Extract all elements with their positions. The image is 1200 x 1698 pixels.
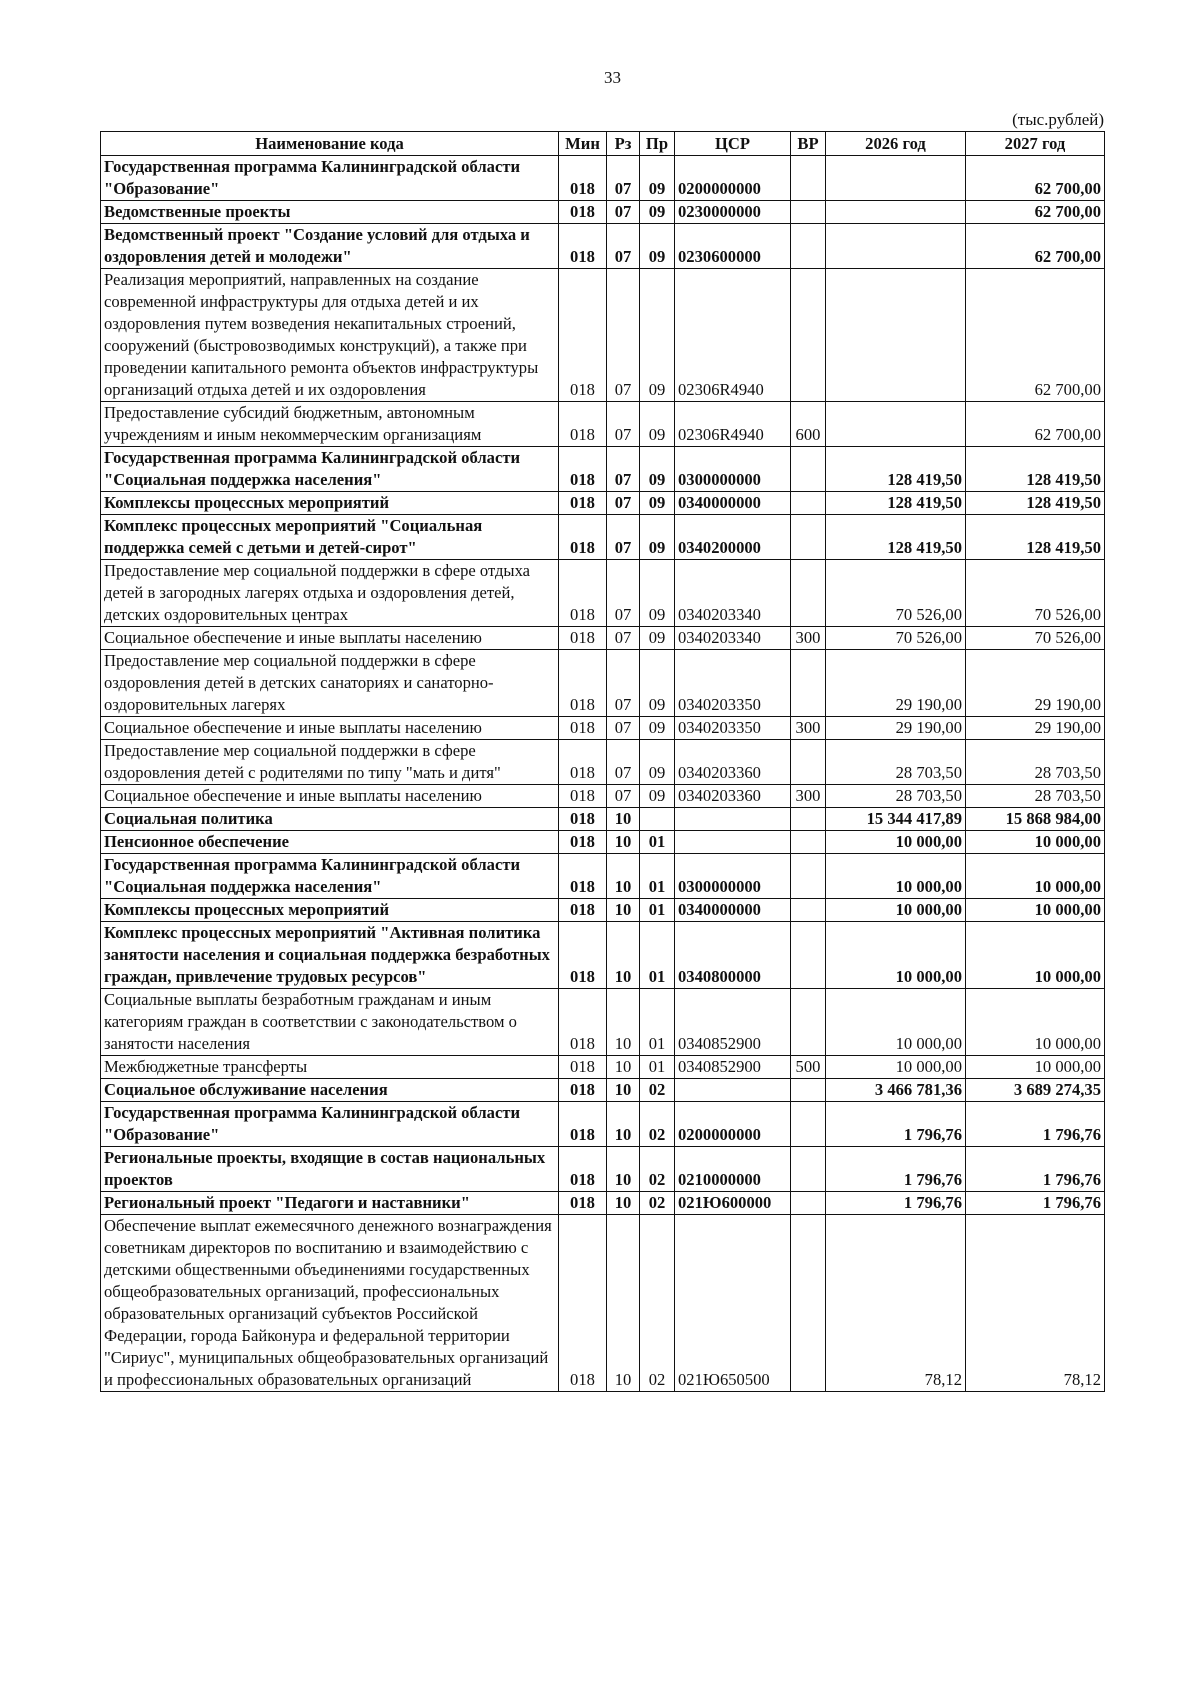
cell-min: 018 (559, 402, 607, 447)
table-row (101, 269, 1105, 402)
cell-pr: 09 (640, 785, 675, 808)
budget-table (100, 131, 1105, 1392)
cell-csr: 0340203360 (675, 785, 791, 808)
cell-2026: 29 190,00 (826, 650, 966, 717)
cell-csr: 0210000000 (675, 1147, 791, 1192)
table-row (101, 402, 1105, 447)
cell-name: Комплексы процессных мероприятий (101, 492, 559, 515)
cell-2027: 10 000,00 (966, 1056, 1105, 1079)
cell-vr: 300 (791, 627, 826, 650)
cell-pr: 09 (640, 402, 675, 447)
header-csr: ЦСР (675, 132, 791, 156)
cell-2026 (826, 269, 966, 402)
cell-name: Предоставление мер социальной поддержки в сфере оздоровления детей с родителями по типу "мать и дитя" (101, 740, 559, 785)
cell-2027: 10 000,00 (966, 899, 1105, 922)
table-row (101, 1079, 1105, 1102)
cell-min: 018 (559, 515, 607, 560)
cell-name: Ведомственный проект "Создание условий для отдыха и оздоровления детей и молодежи" (101, 224, 559, 269)
cell-pr: 01 (640, 831, 675, 854)
cell-2027: 62 700,00 (966, 201, 1105, 224)
cell-2026: 10 000,00 (826, 854, 966, 899)
cell-2026: 128 419,50 (826, 447, 966, 492)
cell-rz: 10 (607, 831, 640, 854)
cell-rz: 10 (607, 989, 640, 1056)
cell-rz: 10 (607, 808, 640, 831)
cell-vr: 500 (791, 1056, 826, 1079)
cell-csr: 0340200000 (675, 515, 791, 560)
header-min: Мин (559, 132, 607, 156)
cell-vr (791, 831, 826, 854)
cell-csr: 0200000000 (675, 156, 791, 201)
cell-pr: 09 (640, 740, 675, 785)
cell-vr (791, 224, 826, 269)
cell-2027: 78,12 (966, 1215, 1105, 1392)
table-row (101, 854, 1105, 899)
cell-vr (791, 515, 826, 560)
cell-vr (791, 922, 826, 989)
cell-2026: 10 000,00 (826, 899, 966, 922)
cell-csr: 0340203340 (675, 560, 791, 627)
cell-pr: 02 (640, 1079, 675, 1102)
cell-2026: 128 419,50 (826, 515, 966, 560)
cell-2026: 10 000,00 (826, 989, 966, 1056)
cell-rz: 07 (607, 740, 640, 785)
cell-rz: 07 (607, 402, 640, 447)
cell-rz: 07 (607, 627, 640, 650)
cell-pr: 09 (640, 269, 675, 402)
cell-2027: 10 000,00 (966, 922, 1105, 989)
cell-csr: 021Ю600000 (675, 1192, 791, 1215)
cell-csr: 0300000000 (675, 854, 791, 899)
table-row (101, 922, 1105, 989)
cell-name: Социальное обеспечение и иные выплаты населению (101, 717, 559, 740)
cell-min: 018 (559, 1147, 607, 1192)
cell-2027: 10 000,00 (966, 854, 1105, 899)
cell-min: 018 (559, 224, 607, 269)
cell-rz: 10 (607, 1192, 640, 1215)
cell-name: Ведомственные проекты (101, 201, 559, 224)
cell-pr: 09 (640, 717, 675, 740)
cell-2026: 1 796,76 (826, 1192, 966, 1215)
cell-2026 (826, 402, 966, 447)
cell-2027: 29 190,00 (966, 650, 1105, 717)
cell-min: 018 (559, 650, 607, 717)
cell-rz: 07 (607, 560, 640, 627)
cell-rz: 10 (607, 1215, 640, 1392)
cell-pr: 09 (640, 492, 675, 515)
cell-2027: 62 700,00 (966, 269, 1105, 402)
cell-2027: 28 703,50 (966, 785, 1105, 808)
cell-2027: 62 700,00 (966, 156, 1105, 201)
cell-csr: 0340203340 (675, 627, 791, 650)
cell-csr (675, 831, 791, 854)
cell-min: 018 (559, 717, 607, 740)
cell-2026: 10 000,00 (826, 1056, 966, 1079)
cell-csr: 02306R4940 (675, 402, 791, 447)
cell-min: 018 (559, 156, 607, 201)
cell-name: Предоставление субсидий бюджетным, автономным учреждениям и иным некоммерческим организациям (101, 402, 559, 447)
cell-2026: 70 526,00 (826, 560, 966, 627)
cell-min: 018 (559, 560, 607, 627)
cell-2026: 70 526,00 (826, 627, 966, 650)
cell-min: 018 (559, 627, 607, 650)
cell-rz: 07 (607, 224, 640, 269)
units-label: (тыс.рублей) (1012, 110, 1104, 129)
cell-2027: 10 000,00 (966, 831, 1105, 854)
cell-csr: 0340852900 (675, 989, 791, 1056)
cell-csr (675, 808, 791, 831)
cell-pr: 02 (640, 1192, 675, 1215)
cell-rz: 07 (607, 447, 640, 492)
table-row (101, 1215, 1105, 1392)
table-row (101, 515, 1105, 560)
cell-pr: 01 (640, 854, 675, 899)
cell-name: Социальное обеспечение и иные выплаты населению (101, 785, 559, 808)
cell-csr: 021Ю650500 (675, 1215, 791, 1392)
table-row (101, 1192, 1105, 1215)
cell-vr (791, 1079, 826, 1102)
cell-2027: 128 419,50 (966, 447, 1105, 492)
cell-name: Социальное обслуживание населения (101, 1079, 559, 1102)
cell-2026: 29 190,00 (826, 717, 966, 740)
cell-2027: 15 868 984,00 (966, 808, 1105, 831)
table-row (101, 627, 1105, 650)
cell-2027: 128 419,50 (966, 492, 1105, 515)
table-row (101, 899, 1105, 922)
cell-min: 018 (559, 831, 607, 854)
table-row (101, 1147, 1105, 1192)
cell-rz: 07 (607, 785, 640, 808)
cell-name: Социальные выплаты безработным гражданам и иным категориям граждан в соответствии с законодательством о занятости населения (101, 989, 559, 1056)
cell-min: 018 (559, 1079, 607, 1102)
table-row (101, 560, 1105, 627)
table-row (101, 156, 1105, 201)
header-rz: Рз (607, 132, 640, 156)
cell-2026: 15 344 417,89 (826, 808, 966, 831)
table-row (101, 1102, 1105, 1147)
cell-rz: 07 (607, 201, 640, 224)
cell-2027: 70 526,00 (966, 627, 1105, 650)
cell-rz: 07 (607, 515, 640, 560)
cell-name: Социальное обеспечение и иные выплаты населению (101, 627, 559, 650)
cell-min: 018 (559, 922, 607, 989)
table-header-row (101, 132, 1105, 156)
cell-csr: 0340000000 (675, 899, 791, 922)
cell-vr: 300 (791, 785, 826, 808)
table-row (101, 831, 1105, 854)
cell-vr (791, 854, 826, 899)
cell-csr: 0200000000 (675, 1102, 791, 1147)
header-2026: 2026 год (826, 132, 966, 156)
cell-min: 018 (559, 785, 607, 808)
cell-name: Государственная программа Калининградской области "Социальная поддержка населения" (101, 854, 559, 899)
cell-name: Межбюджетные трансферты (101, 1056, 559, 1079)
cell-pr: 09 (640, 201, 675, 224)
cell-vr (791, 989, 826, 1056)
cell-rz: 10 (607, 899, 640, 922)
cell-2026: 28 703,50 (826, 740, 966, 785)
cell-min: 018 (559, 269, 607, 402)
cell-pr: 09 (640, 560, 675, 627)
cell-2027: 3 689 274,35 (966, 1079, 1105, 1102)
header-pr: Пр (640, 132, 675, 156)
cell-min: 018 (559, 1215, 607, 1392)
cell-vr (791, 201, 826, 224)
cell-2026: 1 796,76 (826, 1147, 966, 1192)
table-row (101, 1056, 1105, 1079)
cell-csr: 0340852900 (675, 1056, 791, 1079)
cell-pr: 09 (640, 447, 675, 492)
cell-min: 018 (559, 1056, 607, 1079)
cell-rz: 10 (607, 1102, 640, 1147)
cell-vr: 300 (791, 717, 826, 740)
cell-name: Региональный проект "Педагоги и наставники" (101, 1192, 559, 1215)
cell-rz: 10 (607, 854, 640, 899)
cell-vr (791, 1102, 826, 1147)
cell-vr (791, 808, 826, 831)
cell-rz: 07 (607, 650, 640, 717)
cell-2026: 128 419,50 (826, 492, 966, 515)
cell-2026 (826, 156, 966, 201)
cell-2027: 128 419,50 (966, 515, 1105, 560)
cell-csr: 0340000000 (675, 492, 791, 515)
cell-2026: 78,12 (826, 1215, 966, 1392)
cell-pr: 02 (640, 1102, 675, 1147)
page-number: 33 (604, 68, 621, 87)
cell-2027: 29 190,00 (966, 717, 1105, 740)
cell-rz: 10 (607, 1056, 640, 1079)
cell-min: 018 (559, 808, 607, 831)
cell-name: Комплексы процессных мероприятий (101, 899, 559, 922)
cell-2027: 28 703,50 (966, 740, 1105, 785)
cell-name: Предоставление мер социальной поддержки в сфере отдыха детей в загородных лагерях отдыха и оздоровления детей, детских оздоровительных центрах (101, 560, 559, 627)
cell-min: 018 (559, 447, 607, 492)
table-row (101, 808, 1105, 831)
cell-min: 018 (559, 201, 607, 224)
cell-vr (791, 269, 826, 402)
cell-csr: 0230000000 (675, 201, 791, 224)
cell-vr (791, 899, 826, 922)
cell-name: Региональные проекты, входящие в состав национальных проектов (101, 1147, 559, 1192)
cell-vr (791, 492, 826, 515)
cell-rz: 10 (607, 922, 640, 989)
table-row (101, 650, 1105, 717)
cell-vr (791, 560, 826, 627)
cell-csr: 0340203350 (675, 717, 791, 740)
cell-2026: 1 796,76 (826, 1102, 966, 1147)
cell-2026: 28 703,50 (826, 785, 966, 808)
cell-csr: 0340203360 (675, 740, 791, 785)
cell-vr: 600 (791, 402, 826, 447)
table-row (101, 447, 1105, 492)
cell-name: Государственная программа Калининградской области "Образование" (101, 1102, 559, 1147)
cell-2027: 62 700,00 (966, 402, 1105, 447)
cell-vr (791, 650, 826, 717)
header-2027: 2027 год (966, 132, 1105, 156)
cell-rz: 07 (607, 717, 640, 740)
cell-pr: 01 (640, 899, 675, 922)
table-row (101, 989, 1105, 1056)
cell-min: 018 (559, 740, 607, 785)
cell-rz: 07 (607, 492, 640, 515)
cell-2026 (826, 201, 966, 224)
cell-vr (791, 447, 826, 492)
cell-min: 018 (559, 1102, 607, 1147)
cell-pr: 09 (640, 156, 675, 201)
cell-min: 018 (559, 1192, 607, 1215)
cell-2027: 62 700,00 (966, 224, 1105, 269)
cell-2026: 10 000,00 (826, 922, 966, 989)
cell-pr: 01 (640, 989, 675, 1056)
cell-vr (791, 156, 826, 201)
cell-pr: 01 (640, 922, 675, 989)
cell-pr: 09 (640, 515, 675, 560)
cell-csr (675, 1079, 791, 1102)
cell-name: Социальная политика (101, 808, 559, 831)
cell-pr: 09 (640, 627, 675, 650)
cell-name: Предоставление мер социальной поддержки в сфере оздоровления детей в детских санаториях и санаторно-оздоровительных лагерях (101, 650, 559, 717)
cell-2026: 10 000,00 (826, 831, 966, 854)
cell-name: Комплекс процессных мероприятий "Активная политика занятости населения и социальная поддержка безработных граждан, привлечение трудовых ресурсов" (101, 922, 559, 989)
cell-csr: 0340203350 (675, 650, 791, 717)
cell-vr (791, 1147, 826, 1192)
table-row (101, 785, 1105, 808)
cell-2027: 1 796,76 (966, 1102, 1105, 1147)
cell-2026 (826, 224, 966, 269)
table-body (101, 156, 1105, 1392)
cell-csr: 0300000000 (675, 447, 791, 492)
cell-vr (791, 1215, 826, 1392)
table-row (101, 740, 1105, 785)
header-vr: ВР (791, 132, 826, 156)
cell-name: Государственная программа Калининградской области "Образование" (101, 156, 559, 201)
cell-csr: 0340800000 (675, 922, 791, 989)
cell-pr (640, 808, 675, 831)
cell-2027: 1 796,76 (966, 1192, 1105, 1215)
cell-2027: 1 796,76 (966, 1147, 1105, 1192)
table-row (101, 224, 1105, 269)
cell-name: Пенсионное обеспечение (101, 831, 559, 854)
cell-pr: 09 (640, 650, 675, 717)
header-name: Наименование кода (101, 132, 559, 156)
cell-rz: 07 (607, 156, 640, 201)
cell-rz: 10 (607, 1079, 640, 1102)
cell-csr: 0230600000 (675, 224, 791, 269)
cell-rz: 10 (607, 1147, 640, 1192)
cell-vr (791, 740, 826, 785)
table-row (101, 717, 1105, 740)
cell-pr: 09 (640, 224, 675, 269)
cell-rz: 07 (607, 269, 640, 402)
cell-2027: 10 000,00 (966, 989, 1105, 1056)
cell-pr: 02 (640, 1215, 675, 1392)
cell-name: Комплекс процессных мероприятий "Социальная поддержка семей с детьми и детей-сирот" (101, 515, 559, 560)
cell-csr: 02306R4940 (675, 269, 791, 402)
cell-2027: 70 526,00 (966, 560, 1105, 627)
table-row (101, 201, 1105, 224)
cell-min: 018 (559, 854, 607, 899)
cell-name: Реализация мероприятий, направленных на создание современной инфраструктуры для отдыха детей и их оздоровления путем возведения некапитальных строений, сооружений (быстровозводимых конструкций), а также при проведении капитального ремонта объектов инфраструктуры организаций отдыха детей и их оздоровления (101, 269, 559, 402)
cell-name: Обеспечение выплат ежемесячного денежного вознаграждения советникам директоров по воспитанию и взаимодействию с детскими общественными объединениями государственных общеобразовательных организаций, профессиональных образовательных организаций субъектов Российской Федерации, города Байконура и федеральной территории "Сириус", муниципальных общеобразовательных организаций и профессиональных образовательных организаций (101, 1215, 559, 1392)
cell-pr: 01 (640, 1056, 675, 1079)
cell-name: Государственная программа Калининградской области "Социальная поддержка населения" (101, 447, 559, 492)
cell-vr (791, 1192, 826, 1215)
cell-min: 018 (559, 899, 607, 922)
table-row (101, 492, 1105, 515)
cell-pr: 02 (640, 1147, 675, 1192)
cell-min: 018 (559, 492, 607, 515)
cell-min: 018 (559, 989, 607, 1056)
cell-2026: 3 466 781,36 (826, 1079, 966, 1102)
